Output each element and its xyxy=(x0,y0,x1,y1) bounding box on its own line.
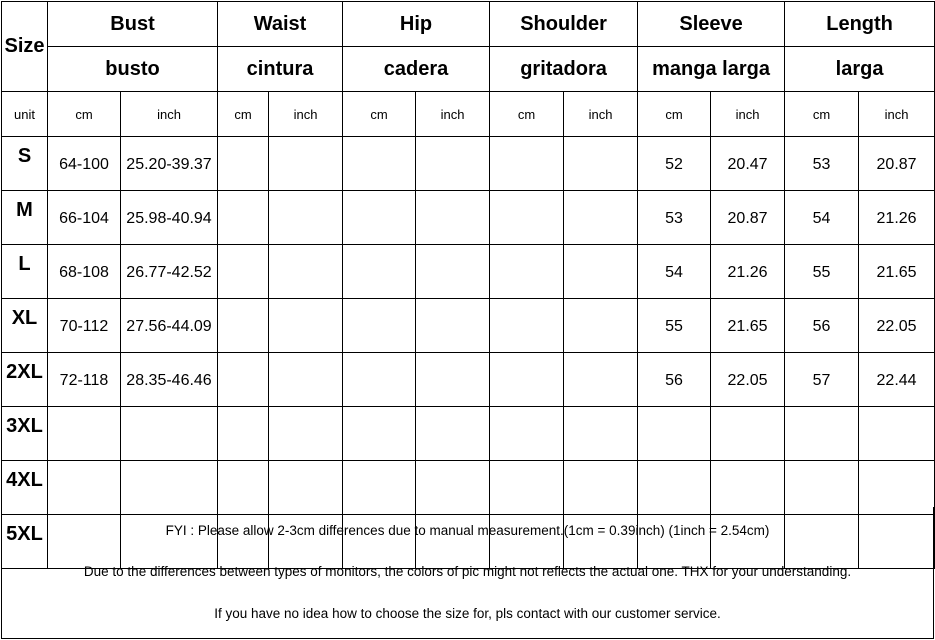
unit-label: unit xyxy=(2,92,48,137)
sleeve-header: Sleeve xyxy=(638,2,785,47)
hip-in-cell xyxy=(416,245,490,299)
unit-inch: inch xyxy=(564,92,638,137)
size-header: Size xyxy=(2,2,48,92)
bust-header-es: busto xyxy=(48,47,218,92)
size-cell: XL xyxy=(2,299,48,353)
hip-in-cell xyxy=(416,191,490,245)
hip-in-cell xyxy=(416,407,490,461)
sleeve-cm-cell: 53 xyxy=(638,191,711,245)
unit-cm: cm xyxy=(343,92,416,137)
bust-in-cell: 25.20-39.37 xyxy=(121,137,218,191)
hip-header: Hip xyxy=(343,2,490,47)
shoulder-in-cell xyxy=(564,137,638,191)
shoulder-in-cell xyxy=(564,245,638,299)
length-in-cell: 22.44 xyxy=(859,353,935,407)
unit-inch: inch xyxy=(859,92,935,137)
table-row xyxy=(2,137,935,191)
unit-cm: cm xyxy=(785,92,859,137)
table-row xyxy=(2,191,935,245)
shoulder-in-cell xyxy=(564,407,638,461)
notes-box xyxy=(1,507,934,639)
shoulder-in-cell xyxy=(564,353,638,407)
sleeve-in-cell: 21.26 xyxy=(711,245,785,299)
unit-row xyxy=(2,92,935,137)
bust-in-cell xyxy=(121,407,218,461)
shoulder-cm-cell xyxy=(490,137,564,191)
shoulder-cm-cell xyxy=(490,353,564,407)
size-cell: L xyxy=(2,245,48,299)
shoulder-cm-cell xyxy=(490,191,564,245)
size-cell: S xyxy=(2,137,48,191)
sleeve-cm-cell: 54 xyxy=(638,245,711,299)
shoulder-header: Shoulder xyxy=(490,2,638,47)
bust-cm-cell: 68-108 xyxy=(48,245,121,299)
hip-in-cell xyxy=(416,353,490,407)
sleeve-in-cell: 21.65 xyxy=(711,299,785,353)
size-cell: 5XL xyxy=(2,515,48,569)
shoulder-in-cell xyxy=(564,191,638,245)
waist-in-cell xyxy=(269,245,343,299)
sleeve-cm-cell: 55 xyxy=(638,299,711,353)
waist-in-cell xyxy=(269,407,343,461)
sleeve-cm-cell: 56 xyxy=(638,353,711,407)
waist-in-cell xyxy=(269,137,343,191)
unit-cm: cm xyxy=(638,92,711,137)
waist-in-cell xyxy=(269,353,343,407)
size-cell: 4XL xyxy=(2,461,48,515)
unit-cm: cm xyxy=(218,92,269,137)
bust-header: Bust xyxy=(48,2,218,47)
length-header-es: larga xyxy=(785,47,935,92)
waist-cm-cell xyxy=(218,353,269,407)
hip-header-es: cadera xyxy=(343,47,490,92)
length-in-cell: 21.26 xyxy=(859,191,935,245)
waist-cm-cell xyxy=(218,137,269,191)
size-table xyxy=(1,1,935,569)
hip-cm-cell xyxy=(343,191,416,245)
hip-cm-cell xyxy=(343,137,416,191)
length-cm-cell: 57 xyxy=(785,353,859,407)
hip-cm-cell xyxy=(343,407,416,461)
waist-in-cell xyxy=(269,299,343,353)
shoulder-cm-cell xyxy=(490,407,564,461)
waist-header: Waist xyxy=(218,2,343,47)
bust-in-cell: 28.35-46.46 xyxy=(121,353,218,407)
unit-inch: inch xyxy=(711,92,785,137)
shoulder-cm-cell xyxy=(490,245,564,299)
table-row xyxy=(2,245,935,299)
length-cm-cell: 56 xyxy=(785,299,859,353)
shoulder-in-cell xyxy=(564,299,638,353)
note-contact-service: If you have no idea how to choose the size for, pls contact with our customer service. xyxy=(214,606,721,621)
length-in-cell: 20.87 xyxy=(859,137,935,191)
note-monitor-colors: Due to the differences between types of monitors, the colors of pic might not reflects the actual one. THX for your understanding. xyxy=(83,564,852,579)
hip-cm-cell xyxy=(343,299,416,353)
unit-inch: inch xyxy=(121,92,218,137)
bust-cm-cell xyxy=(48,407,121,461)
shoulder-cm-cell xyxy=(490,299,564,353)
header-row-english xyxy=(2,2,935,47)
hip-cm-cell xyxy=(343,353,416,407)
length-cm-cell xyxy=(785,407,859,461)
table-row xyxy=(2,299,935,353)
header-row-spanish xyxy=(2,47,935,92)
table-row xyxy=(2,353,935,407)
unit-inch: inch xyxy=(269,92,343,137)
sleeve-cm-cell xyxy=(638,407,711,461)
size-cell: 3XL xyxy=(2,407,48,461)
waist-cm-cell xyxy=(218,191,269,245)
sleeve-in-cell xyxy=(711,407,785,461)
bust-in-cell: 27.56-44.09 xyxy=(121,299,218,353)
length-cm-cell: 53 xyxy=(785,137,859,191)
waist-header-es: cintura xyxy=(218,47,343,92)
hip-in-cell xyxy=(416,299,490,353)
bust-cm-cell: 64-100 xyxy=(48,137,121,191)
note-measurement: FYI : Please allow 2-3cm differences due to manual measurement.(1cm = 0.39inch) (1inch = 2.54cm) xyxy=(165,523,770,538)
length-cm-cell: 55 xyxy=(785,245,859,299)
length-in-cell: 22.05 xyxy=(859,299,935,353)
table-row xyxy=(2,407,935,461)
sleeve-cm-cell: 52 xyxy=(638,137,711,191)
waist-in-cell xyxy=(269,191,343,245)
unit-cm: cm xyxy=(48,92,121,137)
bust-in-cell: 25.98-40.94 xyxy=(121,191,218,245)
waist-cm-cell xyxy=(218,407,269,461)
sleeve-in-cell: 22.05 xyxy=(711,353,785,407)
length-in-cell: 21.65 xyxy=(859,245,935,299)
bust-cm-cell: 70-112 xyxy=(48,299,121,353)
length-cm-cell: 54 xyxy=(785,191,859,245)
hip-in-cell xyxy=(416,137,490,191)
size-cell: M xyxy=(2,191,48,245)
size-cell: 2XL xyxy=(2,353,48,407)
bust-cm-cell: 72-118 xyxy=(48,353,121,407)
sleeve-in-cell: 20.47 xyxy=(711,137,785,191)
length-in-cell xyxy=(859,407,935,461)
sleeve-header-es: manga larga xyxy=(638,47,785,92)
shoulder-header-es: gritadora xyxy=(490,47,638,92)
waist-cm-cell xyxy=(218,245,269,299)
bust-in-cell: 26.77-42.52 xyxy=(121,245,218,299)
waist-cm-cell xyxy=(218,299,269,353)
bust-cm-cell: 66-104 xyxy=(48,191,121,245)
sleeve-in-cell: 20.87 xyxy=(711,191,785,245)
length-header: Length xyxy=(785,2,935,47)
hip-cm-cell xyxy=(343,245,416,299)
unit-inch: inch xyxy=(416,92,490,137)
unit-cm: cm xyxy=(490,92,564,137)
